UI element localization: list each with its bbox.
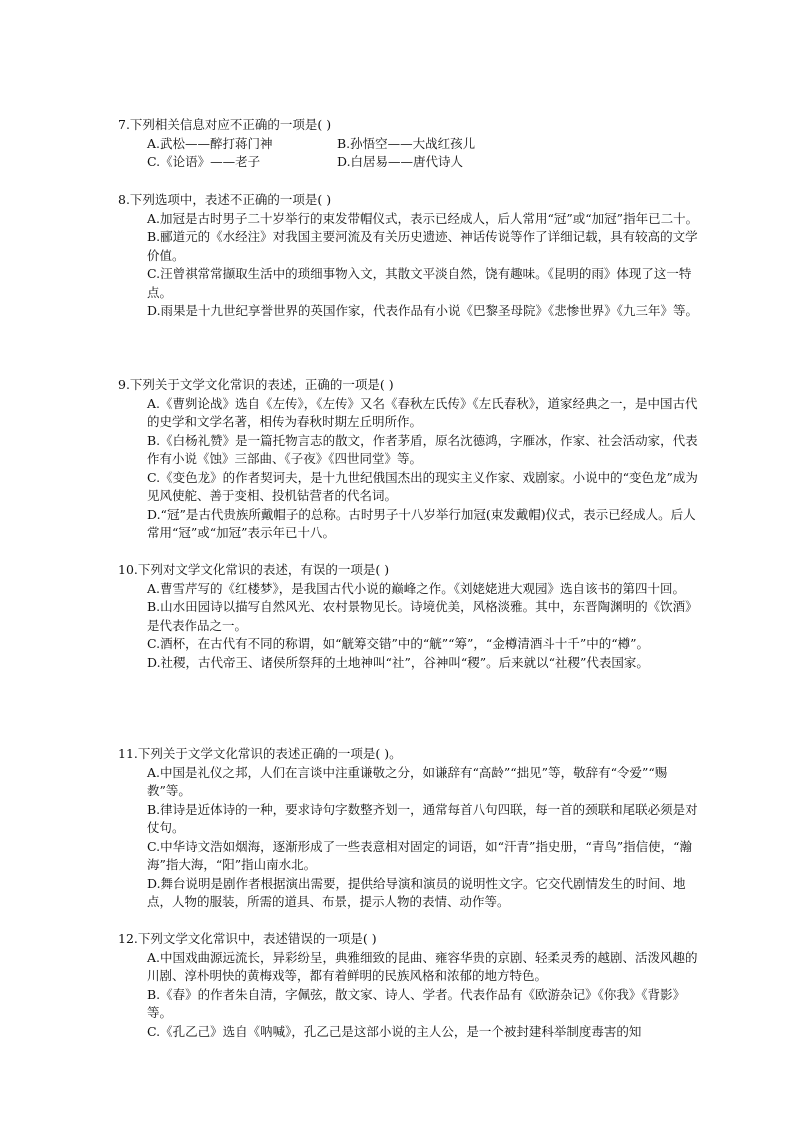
question-9 xyxy=(118,376,708,543)
option-c: C.中华诗文浩如烟海，逐渐形成了一些表意相对固定的词语，如“汗青”指史册，“青鸟”指信使，“瀚海”指大海，“阳”指山南水北。 xyxy=(147,838,693,872)
option-list xyxy=(118,395,708,543)
option-c: C.酒杯，在古代有不同的称谓，如“觥筹交错”中的“觥”“筹”，“金樽清酒斗十千”中的“樽”。 xyxy=(147,636,649,651)
question-stem: 10.下列对文学文化常识的表述，有误的一项是( ) xyxy=(118,562,390,577)
option-list xyxy=(118,949,708,1042)
option-c: C.《论语》——老子 xyxy=(147,154,261,169)
option-d: D.舞台说明是剧作者根据演出需要，提供给导演和演员的说明性文字。它交代剧情发生的时间、地点，人物的服装，所需的道具、布景，提示人物的表情、动作等。 xyxy=(147,875,686,909)
option-c: C.《孔乙己》选自《呐喊》，孔乙己是这部小说的主人公，是一个被封建科举制度毒害的知 xyxy=(147,1023,642,1039)
question-10 xyxy=(118,561,708,672)
option-list xyxy=(118,580,708,673)
question-8 xyxy=(118,191,708,321)
option-b: B.律诗是近体诗的一种，要求诗句字数整齐划一，通常每首八句四联，每一首的颈联和尾联必须是对仗句。 xyxy=(147,801,698,835)
option-b: B.孙悟空——大战红孩儿 xyxy=(337,135,476,151)
option-b: B.郦道元的《水经注》对我国主要河流及有关历史遗迹、神话传说等作了详细记载，具有较高的文学价值。 xyxy=(147,229,698,263)
option-a: A.中国是礼仪之邦，人们在言谈中注重谦敬之分，如谦辞有“高龄”“拙见”等，敬辞有“令爱”“赐教”等。 xyxy=(147,764,668,798)
option-a: A.《曹刿论战》选自《左传》，《左传》又名《春秋左氏传》《左氏春秋》，道家经典之一，是中国古代的史学和文学名著，相传为春秋时期左丘明所作。 xyxy=(147,395,698,429)
option-a: A.中国戏曲源远流长，异彩纷呈，典雅细致的昆曲、雍容华贵的京剧、轻柔灵秀的越剧、活泼风趣的川剧、淳朴明快的黄梅戏等，都有着鲜明的民族风格和浓郁的地方特色。 xyxy=(147,949,698,983)
question-stem: 12.下列文学文化常识中，表述错误的一项是( ) xyxy=(118,931,377,946)
question-stem: 7.下列相关信息对应不正确的一项是( ) xyxy=(118,117,332,132)
question-12 xyxy=(118,930,708,1041)
question-7 xyxy=(118,116,708,172)
option-d: D.“冠”是古代贵族所戴帽子的总称。古时男子十八岁举行加冠(束发戴帽)仪式，表示已经成人。后人常用“冠”或“加冠”表示年已十八。 xyxy=(147,506,696,540)
option-c: C.《变色龙》的作者契诃夫，是十九世纪俄国杰出的现实主义作家、戏剧家。小说中的“变色龙”成为见风使舵、善于变相、投机钻营者的代名词。 xyxy=(147,469,698,503)
option-d: D.白居易——唐代诗人 xyxy=(337,154,464,169)
option-b: B.《白杨礼赞》是一篇托物言志的散文，作者茅盾，原名沈德鸿，字雁冰，作家、社会活动家，代表作有小说《蚀》三部曲、《子夜》《四世同堂》等。 xyxy=(147,432,698,466)
option-a: A.加冠是古时男子二十岁举行的束发带帽仪式，表示已经成人，后人常用“冠”或“加冠”指年已二十。 xyxy=(147,210,699,226)
question-11 xyxy=(118,745,708,912)
question-stem: 8.下列选项中，表述不正确的一项是( ) xyxy=(118,192,332,207)
option-a: A.武松——醉打蒋门神 xyxy=(147,135,273,151)
option-d: D.雨果是十九世纪享誉世界的英国作家，代表作品有小说《巴黎圣母院》《悲惨世界》《九三年》等。 xyxy=(147,303,699,318)
option-list xyxy=(118,210,708,321)
option-a: A.曹雪芹写的《红楼梦》，是我国古代小说的巅峰之作。《刘姥姥进大观园》选自该书的第四十回。 xyxy=(147,580,686,596)
option-b: B.山水田园诗以描写自然风光、农村景物见长。诗境优美，风格淡雅。其中，东晋陶渊明的《饮酒》是代表作品之一。 xyxy=(147,599,698,633)
option-list xyxy=(118,764,708,912)
option-list xyxy=(118,135,708,172)
question-stem: 9.下列关于文学文化常识的表述，正确的一项是( ) xyxy=(118,377,394,392)
option-b: B.《春》的作者朱自清，字佩弦，散文家、诗人、学者。代表作品有《欧游杂记》《你我》《背影》等。 xyxy=(147,986,686,1020)
option-d: D.社稷，古代帝王、诸侯所祭拜的土地神叫“社”，谷神叫“稷”。后来就以“社稷”代表国家。 xyxy=(147,654,649,670)
question-stem: 11.下列关于文学文化常识的表述正确的一项是( )。 xyxy=(118,746,402,761)
option-c: C.汪曾祺常常撷取生活中的琐细事物入文，其散文平淡自然，饶有趣味。《昆明的雨》体现了这一特点。 xyxy=(147,266,692,300)
